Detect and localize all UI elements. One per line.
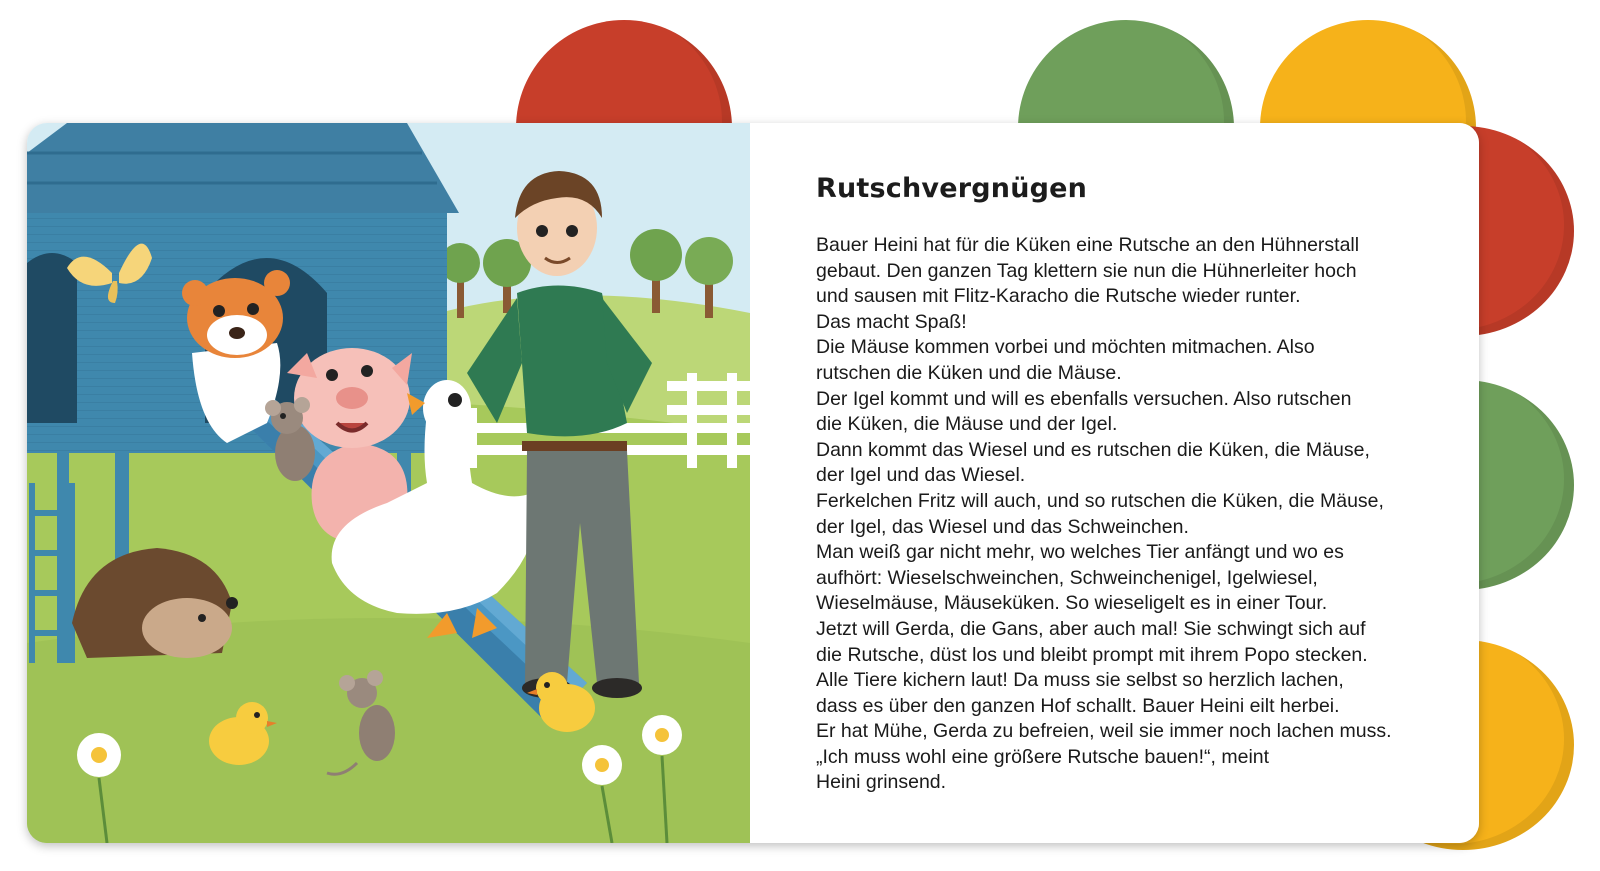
story-line: Die Mäuse kommen vorbei und möchten mitmachen. Also [816,336,1315,359]
story-line: dass es über den ganzen Hof schallt. Bauer Heini eilt herbei. [816,694,1340,717]
story-line: und sausen mit Flitz-Karacho die Rutsche wieder runter. [816,285,1301,308]
story-line: Jetzt will Gerda, die Gans, aber auch mal! Sie schwingt sich auf [816,617,1366,640]
text-page [750,123,1479,843]
story-line: die Küken, die Mäuse und der Igel. [816,413,1118,436]
story-line: „Ich muss wohl eine größere Rutsche bauen!“, meint [816,745,1270,768]
story-line: rutschen die Küken und die Mäuse. [816,361,1122,384]
story-line: Bauer Heini hat für die Küken eine Rutsche an den Hühnerstall [816,234,1360,256]
story-body [816,233,1476,796]
story-line: der Igel und das Wiesel. [816,464,1026,487]
story-line: Ferkelchen Fritz will auch, und so rutschen die Küken, die Mäuse, [816,489,1384,512]
story-line: Heini grinsend. [816,771,947,794]
story-line: gebaut. Den ganzen Tag klettern sie nun die Hühnerleiter hoch [816,259,1357,282]
story-line: Wieselmäuse, Mäuseküken. So wieseligelt es in einer Tour. [816,592,1328,615]
story-title: Rutschvergnügen [816,173,1088,204]
story-line: Alle Tiere kichern laut! Da muss sie selbst so herzlich lachen, [816,669,1344,692]
story-line: Dann kommt das Wiesel und es rutschen die Küken, die Mäuse, [816,438,1370,461]
illustration-page [27,123,750,843]
story-line: Man weiß gar nicht mehr, wo welches Tier anfängt und wo es [816,541,1344,564]
story-line: der Igel, das Wiesel und das Schweinchen. [816,515,1189,538]
story-line: Das macht Spaß! [816,310,967,333]
story-line: Der Igel kommt und will es ebenfalls versuchen. Also rutschen [816,387,1352,410]
book-spread [27,123,1479,843]
story-line: aufhört: Wieselschweinchen, Schweinchenigel, Igelwiesel, [816,566,1318,589]
story-line: die Rutsche, düst los und bleibt prompt mit ihrem Popo stecken. [816,643,1368,666]
story-line: Er hat Mühe, Gerda zu befreien, weil sie immer noch lachen muss. [816,720,1392,743]
